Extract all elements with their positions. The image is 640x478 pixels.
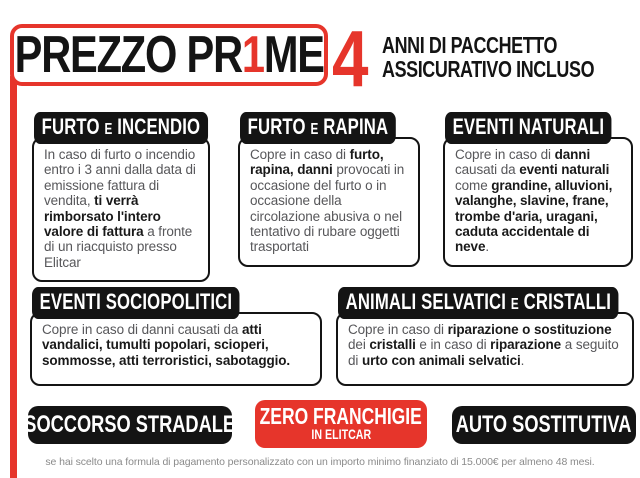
card-animali-cristalli-body: Copre in caso di riparazione o sostituzione dei cristalli e in caso di riparazione a seguito di urto con animali selvatici. xyxy=(348,322,619,368)
badge-soccorso-stradale-label: SOCCORSO STRADALE xyxy=(24,411,236,438)
card-animali-cristalli xyxy=(336,289,634,386)
page-title: PREZZO PR1ME xyxy=(14,26,324,84)
badge-auto-sostitutiva-label: AUTO SOSTITUTIVA xyxy=(456,411,632,438)
badge-zero-franchigie xyxy=(255,400,427,448)
left-red-ribbon xyxy=(10,76,17,478)
header-subtitle xyxy=(382,33,640,81)
card-furto-rapina xyxy=(238,114,420,267)
card-furto-rapina-title: FURTO E RAPINA xyxy=(240,112,396,144)
badge-auto-sostitutiva xyxy=(452,406,636,444)
subtitle-line-1: ANNI DI PACCHETTO xyxy=(382,32,558,58)
badge-zero-franchigie-line1: ZERO FRANCHIGIE xyxy=(259,403,423,429)
card-furto-incendio-title: FURTO E INCENDIO xyxy=(34,112,208,144)
big-number-4: 4 xyxy=(332,14,369,103)
subtitle-line-2: ASSICURATIVO INCLUSO xyxy=(382,56,595,82)
card-eventi-naturali xyxy=(443,114,633,267)
card-eventi-sociopolitici-title: EVENTI SOCIOPOLITICI xyxy=(32,287,240,319)
card-eventi-naturali-title: EVENTI NATURALI xyxy=(445,112,612,144)
card-animali-cristalli-title: ANIMALI SELVATICI E CRISTALLI xyxy=(338,287,619,319)
card-furto-incendio xyxy=(32,114,210,282)
card-eventi-naturali-body: Copre in caso di danni causati da eventi naturali come grandine, alluvioni, valanghe, slavine, frane, trombe d'aria, uragani, caduta accidentale di neve. xyxy=(455,147,613,255)
card-furto-rapina-body: Copre in caso di furto, rapina, danni provocati in occasione del furto o in occasione della circolazione abusiva o nel tentativo di rubare oggetti trasportati xyxy=(250,147,405,255)
badge-zero-franchigie-line2: IN ELITCAR xyxy=(311,426,371,442)
card-furto-incendio-body: In caso di furto o incendio entro i 3 anni dalla data di emissione fattura di vendita, ti verrà rimborsato l'intero valore di fattura a fronte di un riacquisto presso Elitcar xyxy=(44,147,196,270)
badge-soccorso-stradale xyxy=(24,406,236,444)
card-eventi-sociopolitici-body: Copre in caso di danni causati da atti vandalici, tumulti popolari, scioperi, sommosse, atti terroristici, sabotaggio. xyxy=(42,322,291,368)
card-eventi-sociopolitici xyxy=(30,289,322,386)
disclaimer-text: se hai scelto una formula di pagamento personalizzato con un importo minimo finanziato di 15.000€ per almeno 48 mesi. xyxy=(45,456,595,468)
title-box xyxy=(10,24,328,86)
